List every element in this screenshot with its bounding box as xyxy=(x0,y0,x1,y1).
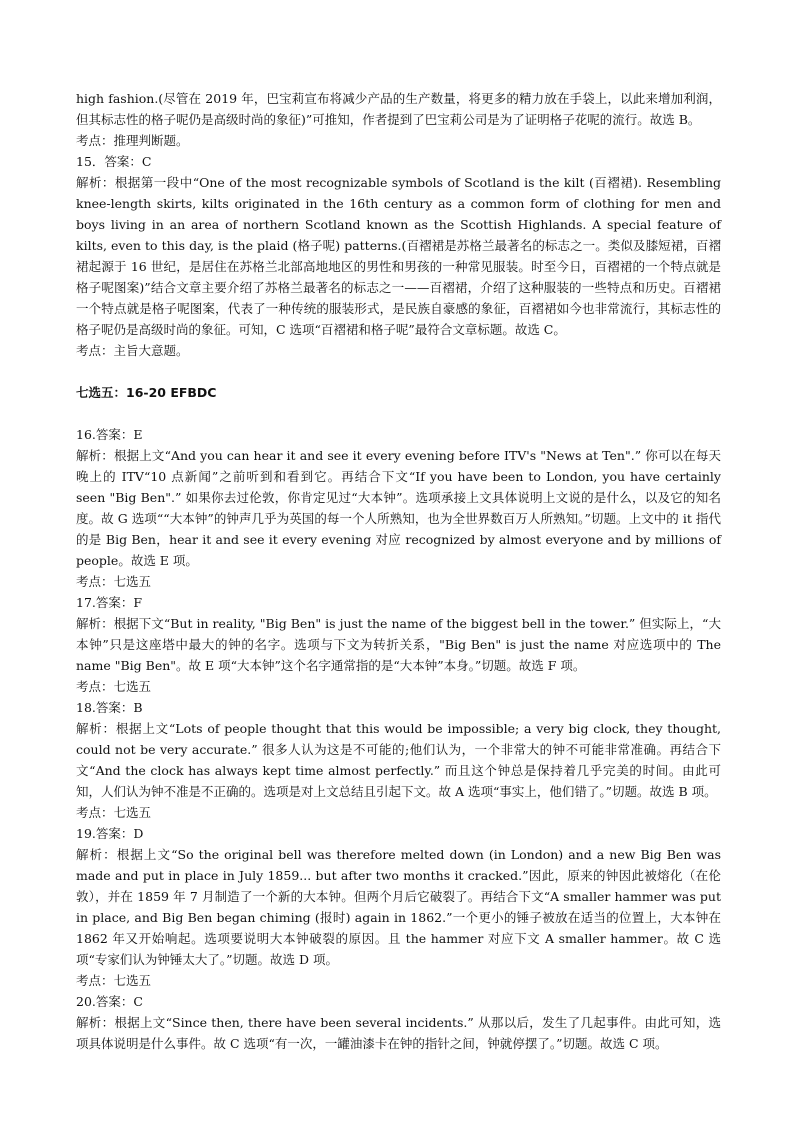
q15-answer: 15．答案：C xyxy=(76,154,152,169)
q16-point: 考点：七选五 xyxy=(76,574,152,589)
section-title: 七选五：16-20 EFBDC xyxy=(76,385,217,400)
q18-answer: 18.答案：B xyxy=(76,700,143,715)
q19-answer: 19.答案：D xyxy=(76,826,144,841)
intro-text: high fashion.(尽管在 2019 年，巴宝莉宣布将减少产品的生产数量，将更多的精力放在手袋上，以此来增加利润，但其标志性的格子呢仍是高级时尚的象征)”可推知，作者提到了巴宝莉公司是为了证明格子花呢的流行。故选 B。 xyxy=(76,91,721,127)
q20-answer: 20.答案：C xyxy=(76,994,143,1009)
q15-point: 考点：主旨大意题。 xyxy=(76,343,189,358)
q17-point: 考点：七选五 xyxy=(76,679,152,694)
q18-point: 考点：七选五 xyxy=(76,805,152,820)
q19-analysis: 解析：根据上文“So the original bell was therefore melted down (in London) and a new Big Ben was made and put in place in July 1859... but after two months it cracked.”因此，原来的钟因此被熔化（在伦敦），并在 1859 年 7 月制造了一个新的大本钟。但两个月后它破裂了。再结合下文“A smaller hammer was put in place, and Big Ben began chiming (报时) again in 1862.”一个更小的锤子被放在适当的位置上，大本钟在 1862 年又开始响起。选项要说明大本钟破裂的原因。且 the hammer 对应下文 A smaller hammer。故 C 选项“专家们认为钟锤太大了。”切题。故选 D 项。 xyxy=(76,847,721,967)
q16-analysis: 解析：根据上文“And you can hear it and see it every evening before ITV's "News at Ten".” 你可以在每天晚上的 ITV“10 点新闻”之前听到和看到它。再结合下文“If you have been to London, you have certainly seen "Big Ben".” 如果你去过伦敦，你肯定见过“大本钟”。选项承接上文具体说明上文说的是什么，以及它的知名度。故 G 选项““大本钟”的钟声几乎为英国的每一个人所熟知，也为全世界数百万人所熟知。”切题。上文中的 it 指代的是 Big Ben，hear it and see it every evening 对应 recognized by almost everyone and by millions of people。故选 E 项。 xyxy=(76,448,721,568)
answer-document xyxy=(76,88,721,1054)
q20-analysis: 解析：根据上文“Since then, there have been several incidents.” 从那以后，发生了几起事件。由此可知，选项具体说明是什么事件。故 C 选项“有一次，一罐油漆卡在钟的指针之间，钟就停摆了。”切题。故选 C 项。 xyxy=(76,1015,721,1051)
intro-point: 考点：推理判断题。 xyxy=(76,133,189,148)
q17-answer: 17.答案：F xyxy=(76,595,143,610)
q19-point: 考点：七选五 xyxy=(76,973,152,988)
q15-analysis: 解析：根据第一段中“One of the most recognizable symbols of Scotland is the kilt (百褶裙). Resembling knee-length skirts, kilts originated in the 16th century as a common form of clothing for men and boys living in an area of northern Scotland known as the Scottish Highlands. A special feature of kilts, even to this day, is the plaid (格子呢) patterns.(百褶裙是苏格兰最著名的标志之一。类似及膝短裙，百褶裙起源于 16 世纪，是居住在苏格兰北部高地地区的男性和男孩的一种常见服装。时至今日，百褶裙的一个特点就是格子呢图案)”结合文章主要介绍了苏格兰最著名的标志之一——百褶裙，介绍了这种服装的一些特点和历史。百褶裙一个特点就是格子呢图案，代表了一种传统的服装形式，是民族自豪感的象征，百褶裙如今也非常流行，其标志性的格子呢仍是高级时尚的象征。可知，C 选项“百褶裙和格子呢”最符合文章标题。故选 C。 xyxy=(76,175,721,337)
q18-analysis: 解析：根据上文“Lots of people thought that this would be impossible; a very big clock, they thought, could not be very accurate.” 很多人认为这是不可能的;他们认为，一个非常大的钟不可能非常准确。再结合下文“And the clock has always kept time almost perfectly.” 而且这个钟总是保持着几乎完美的时间。由此可知，人们认为钟不准是不正确的。选项是对上文总结且引起下文。故 A 选项“事实上，他们错了。”切题。故选 B 项。 xyxy=(76,721,721,799)
q16-answer: 16.答案：E xyxy=(76,427,143,442)
q17-analysis: 解析：根据下文“But in reality, "Big Ben" is just the name of the biggest bell in the tower.” 但实际上，“大本钟”只是这座塔中最大的钟的名字。选项与下文为转折关系，"Big Ben" is just the name 对应选项中的 The name "Big Ben"。故 E 项“大本钟”这个名字通常指的是“大本钟”本身。”切题。故选 F 项。 xyxy=(76,616,721,673)
